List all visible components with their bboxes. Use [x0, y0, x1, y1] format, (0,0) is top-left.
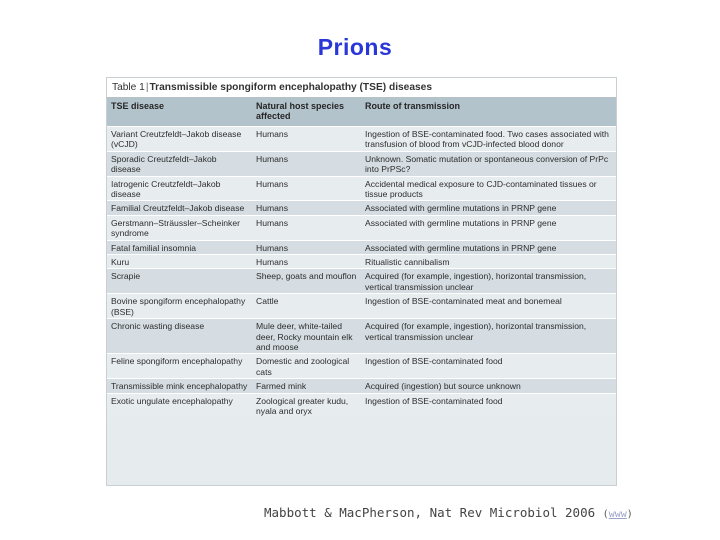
caption-separator: | — [145, 82, 149, 93]
table-row — [107, 215, 616, 240]
cell-tse-disease: Familial Creutzfeldt–Jakob disease — [107, 201, 252, 215]
cell-tse-disease: Bovine spongiform encephalopathy (BSE) — [107, 294, 252, 319]
table-caption — [107, 78, 616, 98]
table-row — [107, 127, 616, 152]
table-row — [107, 379, 616, 393]
table-row — [107, 269, 616, 294]
citation-text: Mabbott & MacPherson, Nat Rev Microbiol 2006 — [264, 505, 596, 520]
cell-route: Ingestion of BSE-contaminated food — [361, 354, 616, 379]
cell-route: Associated with germline mutations in PRNP gene — [361, 201, 616, 215]
cell-tse-disease: Gerstmann–Sträussler–Scheinker syndrome — [107, 215, 252, 240]
cell-route: Associated with germline mutations in PRNP gene — [361, 215, 616, 240]
cell-tse-disease: Fatal familial insomnia — [107, 240, 252, 254]
table-row — [107, 319, 616, 354]
table-row — [107, 240, 616, 254]
tse-diseases-table — [107, 98, 616, 417]
cell-tse-disease: Scrapie — [107, 269, 252, 294]
table-row — [107, 151, 616, 176]
cell-host-species: Humans — [252, 151, 361, 176]
cell-host-species: Humans — [252, 127, 361, 152]
cell-tse-disease: Sporadic Creutzfeldt–Jakob disease — [107, 151, 252, 176]
citation-www-link[interactable]: www — [608, 509, 627, 520]
cell-tse-disease: Chronic wasting disease — [107, 319, 252, 354]
header-route: Route of transmission — [361, 98, 616, 127]
table-header-row — [107, 98, 616, 127]
cell-host-species: Cattle — [252, 294, 361, 319]
slide-title: Prions — [317, 34, 393, 60]
cell-tse-disease: Feline spongiform encephalopathy — [107, 354, 252, 379]
cell-host-species: Farmed mink — [252, 379, 361, 393]
table-caption-title: Transmissible spongiform encephalopathy (TSE) diseases — [149, 82, 433, 93]
table-row — [107, 201, 616, 215]
cell-route: Acquired (for example, ingestion), horizontal transmission, vertical transmission unclear — [361, 269, 616, 294]
header-host-species: Natural host species affected — [252, 98, 361, 127]
table-row — [107, 294, 616, 319]
table-row — [107, 176, 616, 201]
table-row — [107, 393, 616, 417]
cell-route: Ritualistic cannibalism — [361, 255, 616, 269]
citation-open-paren: ( — [602, 509, 609, 520]
cell-host-species: Sheep, goats and mouflon — [252, 269, 361, 294]
cell-host-species: Domestic and zoological cats — [252, 354, 361, 379]
table-figure — [106, 77, 617, 486]
cell-route: Acquired (for example, ingestion), horizontal transmission, vertical transmission unclear — [361, 319, 616, 354]
cell-tse-disease: Exotic ungulate encephalopathy — [107, 393, 252, 417]
cell-tse-disease: Iatrogenic Creutzfeldt–Jakob disease — [107, 176, 252, 201]
cell-host-species: Mule deer, white-tailed deer, Rocky mountain elk and moose — [252, 319, 361, 354]
cell-route: Ingestion of BSE-contaminated food. Two cases associated with transfusion of blood from vCJD-infected blood donor — [361, 127, 616, 152]
cell-route: Acquired (ingestion) but source unknown — [361, 379, 616, 393]
cell-host-species: Humans — [252, 201, 361, 215]
cell-tse-disease: Variant Creutzfeldt–Jakob disease (vCJD) — [107, 127, 252, 152]
cell-route: Ingestion of BSE-contaminated meat and bonemeal — [361, 294, 616, 319]
table-label: Table 1 — [112, 82, 145, 93]
cell-host-species: Humans — [252, 176, 361, 201]
cell-host-species: Humans — [252, 255, 361, 269]
table-row — [107, 255, 616, 269]
cell-route: Unknown. Somatic mutation or spontaneous conversion of PrPc into PrPSc? — [361, 151, 616, 176]
citation-close-paren: ) — [626, 509, 633, 520]
table-body — [107, 127, 616, 418]
cell-tse-disease: Transmissible mink encephalopathy — [107, 379, 252, 393]
citation — [264, 505, 633, 520]
cell-host-species: Zoological greater kudu, nyala and oryx — [252, 393, 361, 417]
table-row — [107, 354, 616, 379]
cell-tse-disease: Kuru — [107, 255, 252, 269]
cell-host-species: Humans — [252, 240, 361, 254]
cell-route: Accidental medical exposure to CJD-contaminated tissues or tissue products — [361, 176, 616, 201]
cell-host-species: Humans — [252, 215, 361, 240]
header-tse-disease: TSE disease — [107, 98, 252, 127]
cell-route: Ingestion of BSE-contaminated food — [361, 393, 616, 417]
cell-route: Associated with germline mutations in PRNP gene — [361, 240, 616, 254]
